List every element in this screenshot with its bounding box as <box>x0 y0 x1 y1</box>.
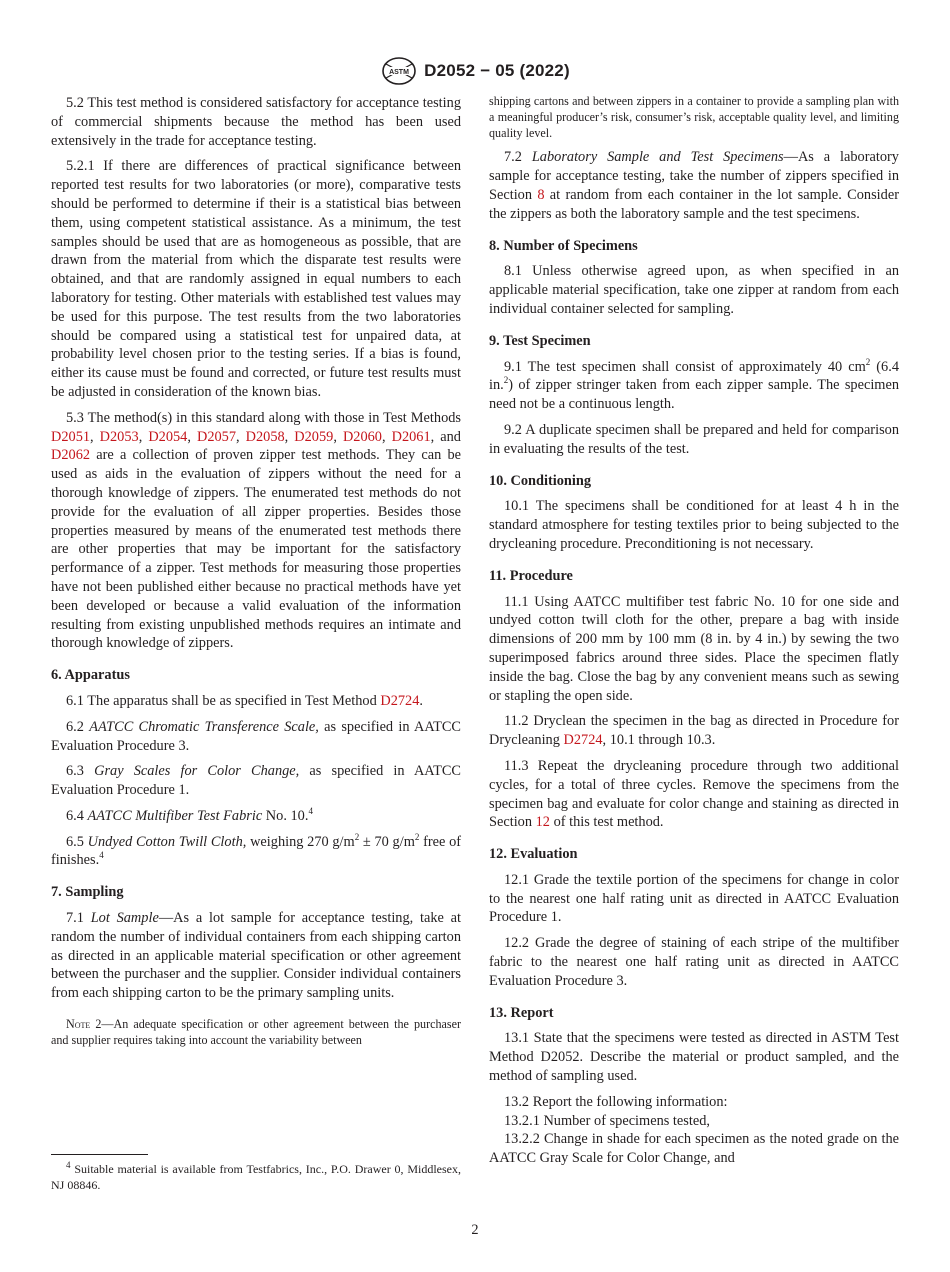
section-7-heading: 7. Sampling <box>51 884 124 901</box>
right-column <box>489 94 899 1168</box>
para-9-2: 9.2 A duplicate specimen shall be prepared and held for comparison in evaluating the results of the test. <box>489 421 899 457</box>
para-11-3: 11.3 Repeat the drycleaning procedure through two additional cycles, for a total of three cycles. Remove the specimens from the specimen bag and evaluate for color change and staining as directed in Section 12 of this test method. <box>489 757 899 831</box>
section-13-heading: 13. Report <box>489 1004 554 1021</box>
para-9-1: 9.1 The test specimen shall consist of approximately 40 $cm^2$ (6.4 in.$^2$) of zipper stringer taken from each zipper sample. The specimen need not be a continuous length. <box>489 356 899 413</box>
para-8-1: 8.1 Unless otherwise agreed upon, as when specified in an applicable material specification, take one zipper at random from each individual container selected for sampling. <box>489 263 899 317</box>
ref-d2724-link-2[interactable]: D2724 <box>563 732 603 749</box>
para-13-2-2: 13.2.2 Change in shade for each specimen as the noted grade on the AATCC Gray Scale for Color Change, and <box>489 1131 899 1167</box>
ref-d2061-link[interactable]: D2061 <box>391 428 431 445</box>
para-12-2: 12.2 Grade the degree of staining of each stripe of the multifiber fabric to the nearest one half rating unit as directed in AATCC Evaluation Procedure 3. <box>489 935 899 989</box>
para-6-2: 6.2 AATCC Chromatic Transference Scale, as specified in AATCC Evaluation Procedure 3. <box>51 718 461 754</box>
footnote-divider <box>51 1154 148 1155</box>
ref-d2060-link[interactable]: D2060 <box>342 428 382 445</box>
page-number: 2 <box>471 1222 479 1238</box>
left-column <box>51 94 461 1049</box>
note-2-continued: shipping cartons and between zippers in a container to provide a sampling plan with a meaningful producer’s risk, consumer’s risk, acceptable quality level, and limiting quality level. <box>489 94 899 140</box>
para-7-1: 7.1 Lot Sample—As a lot sample for acceptance testing, take at random the number of individual containers from each shipping carton as directed in an applicable material specification or other agreement between the purchaser and the supplier. Consider individual containers from each shipping carton to be the primary sampling units. <box>51 910 461 1002</box>
para-11-1: 11.1 Using AATCC multifiber test fabric No. 10 for one side and undyed cotton twill cloth for the other, prepare a bag with inside dimensions of 200 mm by 100 mm (8 in. by 4 in.) by sewing the two superimposed fabrics around three sides. Place the specimen flatly inside the bag. Close the bag by any convenient means such as sewing or stapling the open side. <box>489 593 899 704</box>
ref-d2051-link[interactable]: D2051 <box>51 428 91 445</box>
footnote-ref-4b: 4 <box>99 850 104 861</box>
section-6-heading: 6. Apparatus <box>51 667 130 684</box>
para-6-5: 6.5 Undyed Cotton Twill Cloth, weighing 270 $g/m^2 \pm 70$ $g/m^2$ free of finishes.$^4$ <box>51 831 462 869</box>
para-12-1: 12.1 Grade the textile portion of the specimens for change in color to the nearest one half rating unit as directed in AATCC Evaluation Procedure 1. <box>489 871 899 926</box>
para-13-2-1: 13.2.1 Number of specimens tested, <box>504 1112 710 1129</box>
footnote-4: $^4$ Suitable material is available from Testfabrics, Inc., P.O. Drawer 0, Middlesex, NJ 08846. <box>51 1160 462 1192</box>
para-5-2-1: 5.2.1 If there are differences of practical significance between reported test results for two laboratories (or more), comparative tests should be performed to determine if their is a statistical bias between them, using competent statistical assistance. As a minimum, the test samples should be used that are as homogeneous as possible, that are drawn from the material from which the disparate test results were obtained, and that are randomly assigned in equal numbers to each laboratory for testing. Other materials with established test values may be used for this purpose. The test results from the two laboratories should be compared using a statistical test for unpaired data, at probability level chosen prior to the testing series. If a bias is found, either its cause must be found and corrected, or future test results must be adjusted in consideration of the known bias. <box>51 158 461 400</box>
para-13-1: 13.1 State that the specimens were tested as directed in ASTM Test Method D2052. Describe the material or product sampled, and the method of sampling used. <box>489 1030 899 1085</box>
ref-d2724-link[interactable]: D2724 <box>380 692 420 709</box>
para-6-3: 6.3 Gray Scales for Color Change, as specified in AATCC Evaluation Procedure 1. <box>51 763 461 799</box>
astm-logo-icon <box>380 56 418 86</box>
note-2: Note 2—An adequate specification or other agreement between the purchaser and supplier requires taking into account the variability between <box>51 1017 461 1047</box>
ref-d2057-link[interactable]: D2057 <box>196 428 237 445</box>
ref-section-8-link[interactable]: 8 <box>537 186 545 203</box>
ref-d2062-link[interactable]: D2062 <box>51 447 91 464</box>
para-13-2: 13.2 Report the following information: <box>504 1093 728 1110</box>
section-9-heading: 9. Test Specimen <box>489 332 591 349</box>
astm-logo-text: ASTM <box>389 69 410 76</box>
footnote-ref-4: 4 <box>308 806 313 817</box>
para-6-1: 6.1 The apparatus shall be as specified in Test Method D2724. <box>66 692 423 709</box>
ref-d2058-link[interactable]: D2058 <box>245 428 285 445</box>
para-10-1: 10.1 The specimens shall be conditioned for at least 4 h in the standard atmosphere for testing textiles prior to being subjected to the drycleaning procedure. Preconditioning is not necessary. <box>489 498 899 552</box>
para-5-3: 5.3 The method(s) in this standard along with those in Test Methods D2051, D2053, D2054, D2057, D2058, D2059, D2060, D2061, and D2062 are a collection of proven zipper test methods. They can be used as aids in the evaluation of zippers without the need for a thorough knowledge of zippers. The enumerated test methods do not provide for the evaluation of all zipper properties. Besides those properties measured by means of the enumerated test methods there are other properties that may be important for the satisfactory performance of a zipper. Test methods for measuring those properties have not been published either because no practical methods have yet been developed or because a valid evaluation of the information resulting from existing unpublished methods requires an intimate and thorough knowledge of zippers. <box>51 409 461 652</box>
document-designation: D2052 − 05 (2022) <box>424 61 570 80</box>
page-header <box>0 56 950 91</box>
ref-d2054-link[interactable]: D2054 <box>148 428 188 445</box>
para-7-2: 7.2 Laboratory Sample and Test Specimens—As a laboratory sample for acceptance testing, take the number of zippers specified in Section 8 at random from each container in the lot sample. Consider the zippers as both the laboratory sample and the test specimens. <box>489 149 899 222</box>
section-10-heading: 10. Conditioning <box>489 472 592 489</box>
para-5-2: 5.2 This test method is considered satisfactory for acceptance testing of commercial shipments because the method has been used extensively in the trade for acceptance testing. <box>51 95 461 149</box>
para-11-2: 11.2 Dryclean the specimen in the bag as directed in Procedure for Drycleaning D2724, 10.1 through 10.3. <box>489 713 899 749</box>
ref-section-12-link[interactable]: 12 <box>535 814 550 831</box>
section-8-heading: 8. Number of Specimens <box>489 237 638 254</box>
section-11-heading: 11. Procedure <box>489 567 573 584</box>
ref-d2053-link[interactable]: D2053 <box>99 428 139 445</box>
para-6-4: 6.4 AATCC Multifiber Test Fabric No. 10.$^4$ <box>66 806 313 824</box>
ref-d2059-link[interactable]: D2059 <box>294 428 334 445</box>
section-12-heading: 12. Evaluation <box>489 846 578 863</box>
